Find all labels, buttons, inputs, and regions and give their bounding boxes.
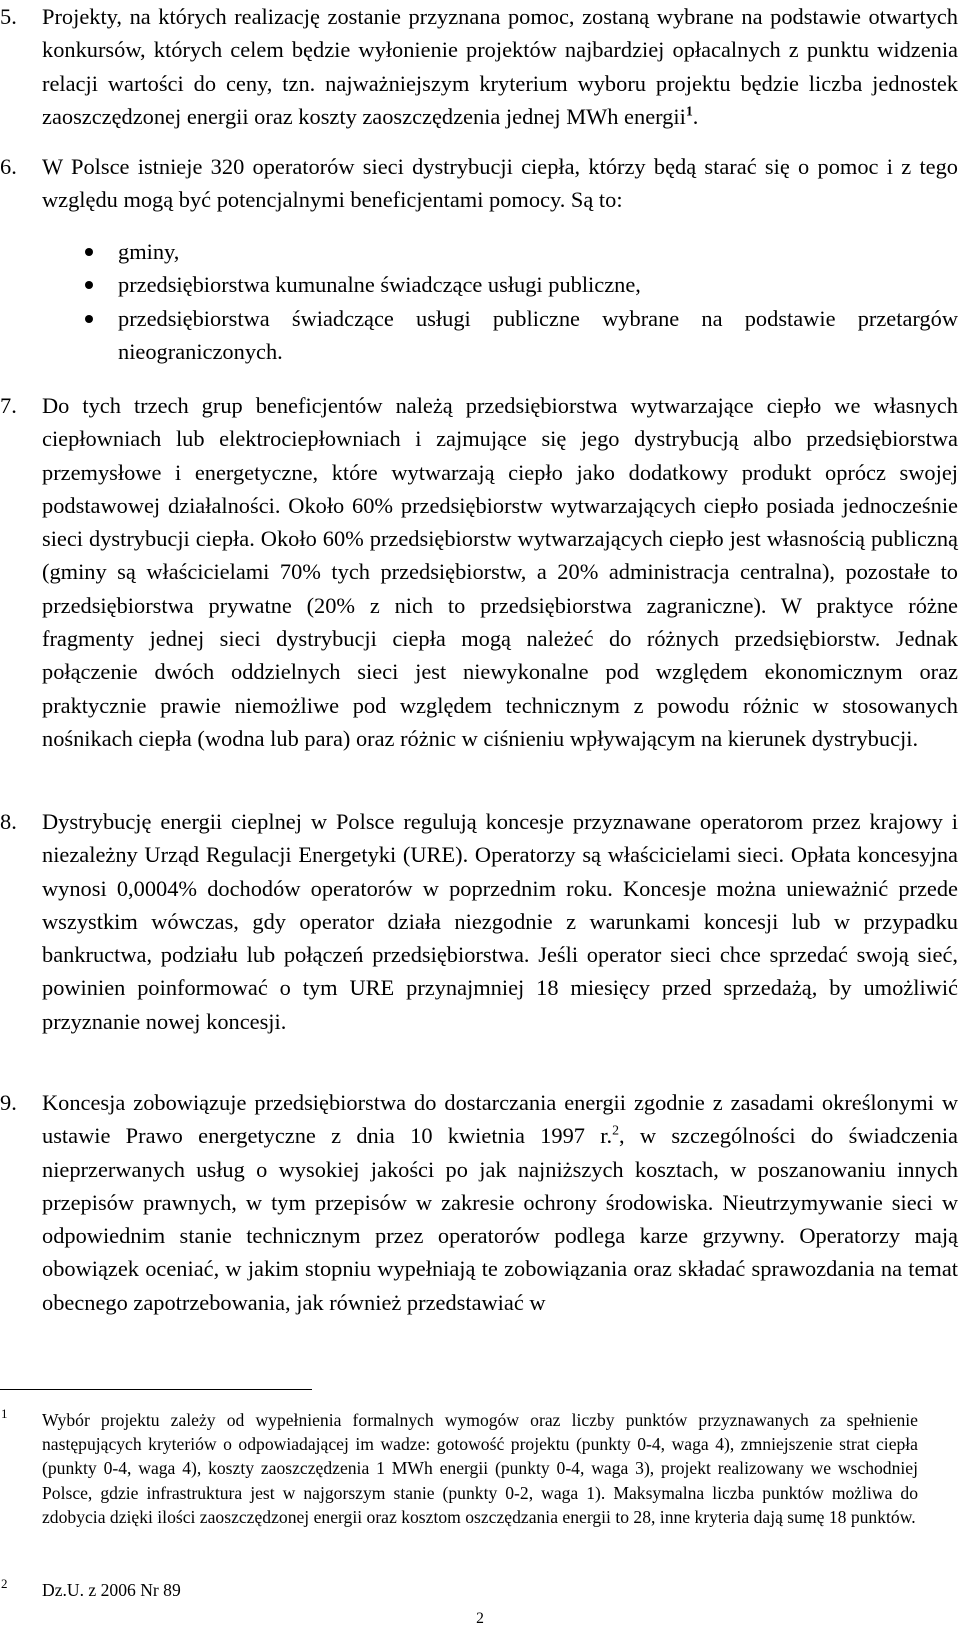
- paragraph-number: 6.: [0, 154, 17, 179]
- paragraph-text: Koncesja zobowiązuje przedsiębiorstwa do dostarczania energii zgodnie z zasadami określonymi w ustawie Prawo energetyczne z dnia 10 kwietnia 1997 r.: [42, 1090, 958, 1149]
- paragraph-text-tail: , w szczególności do świadczenia nieprzerwanych usług o wysokiej jakości po jak najniższych kosztach, w poszanowaniu innych przepisów prawnych, w tym przepisów w zakresie ochrony środowiska. Nieutrzymywanie sieci w odpowiednim stanie technicznym przez operatorów podlega karze grzywny. Operatorzy mają obowiązek oceniać, w jakim stopniu wypełniają te zobowiązania oraz składać sprawozdania na temat obecnego zapotrzebowania, jak również przedstawiać w: [42, 1123, 958, 1315]
- list-item-text: przedsiębiorstwa kumunalne świadczące usługi publiczne,: [118, 272, 641, 298]
- paragraph-text: Dystrybucję energii cieplnej w Polsce regulują koncesje przyznawane operatorom przez krajowy i niezależny Urząd Regulacji Energetyki (URE). Operatorzy są właścicielami sieci. Opłata koncesyjna wynosi 0,0004% dochodów operatorów w poprzednim roku. Koncesje można unieważnić przede wszystkim wówczas, gdy operator działa niezgodnie z warunkami koncesji lub w przypadku bankructwa, podziału lub połączeń przedsiębiorstwa. Jeśli operator sieci chce sprzedać swoją sieć, powinien poinformować o tym URE przynajmniej 18 miesięcy przed sprzedażą, by umożliwić przyznanie nowej koncesji.: [42, 809, 958, 1034]
- footnote-number: 2: [1, 1576, 8, 1591]
- bullet-icon: [85, 248, 93, 256]
- paragraph-number: 8.: [0, 809, 17, 834]
- footnote-text: Wybór projektu zależy od wypełnienia formalnych wymogów oraz liczby punktów przyznawanych za spełnienie następujących kryteriów o odpowiadającej im wadze: gotowość projektu (punkty 0-4, waga 4), zmniejszenie strat ciepła (punkty 0-4, waga 4), koszty zaoszczędzenia 1 MWh energii (punkty 0-4, waga 3), projekt realizowany we wschodniej Polsce, gdzie infrastruktura jest w najgorszym stanie (punkty 0-2, waga 1). Maksymalna liczba punktów możliwa do zdobycia dzięki ilości zaoszczędzonej energii oraz kosztom oszczędzania energii to 28, inne kryteria dają sumę 18 punktów.: [42, 1410, 918, 1527]
- list-item: [42, 268, 958, 301]
- paragraph-7: [0, 389, 958, 755]
- page-number: 2: [476, 1610, 484, 1627]
- footnote-text: Dz.U. z 2006 Nr 89: [42, 1580, 181, 1600]
- paragraph-5: [0, 0, 958, 133]
- paragraph-number: 7.: [0, 393, 17, 418]
- footnote-divider: [0, 1389, 312, 1390]
- paragraph-text: W Polsce istnieje 320 operatorów sieci dystrybucji ciepła, którzy będą starać się o pomoc i z tego względu mogą być potencjalnymi beneficjentami pomocy. Są to:: [42, 154, 958, 213]
- footnote-number: 1: [1, 1406, 8, 1421]
- list-item-text: gminy,: [118, 239, 180, 264]
- paragraph-number: 9.: [0, 1090, 17, 1115]
- list-item: [42, 302, 958, 369]
- bullet-icon: [85, 315, 93, 323]
- footnote-2: [1, 1576, 918, 1602]
- list-item-text: przedsiębiorstwa świadczące usługi publiczne wybrane na podstawie przetargów nieograniczonych.: [118, 305, 958, 364]
- paragraph-number: 5.: [0, 4, 17, 29]
- paragraph-text-tail: .: [692, 103, 699, 129]
- bullet-icon: [85, 281, 93, 289]
- paragraph-text: Do tych trzech grup beneficjentów należą przedsiębiorstwa wytwarzające ciepło we własnych ciepłowniach lub elektrociepłowniach i zajmujące się jego dystrybucją albo przedsiębiorstwa przemysłowe i energetyczne, które wytwarzają ciepło jako dodatkowy produkt oprócz swojej podstawowej działalności. Około 60% przedsiębiorstw wytwarzających ciepło posiada jednocześnie sieci dystrybucji ciepła. Około 60% przedsiębiorstw wytwarzających ciepło jest własnością publiczną (gminy są właścicielami 70% tych przedsiębiorstw, a 20% administracja centralna), pozostałe to przedsiębiorstwa prywatne (20% z nich to przedsiębiorstwa zagraniczne). W praktyce różne fragmenty jednej sieci dystrybucji ciepła mogą należeć do różnych przedsiębiorstw. Jednak połączenie dwóch oddzielnych sieci jest niewykonalne pod względem ekonomicznym oraz praktycznie prawie niemożliwe pod względem technicznym z powodu różnic w stosowanych nośnikach ciepła (wodna lub para) oraz różnic w ciśnieniu wpływającym na kierunek dystrybucji.: [42, 393, 958, 751]
- beneficiary-list: [42, 235, 958, 368]
- paragraph-8: [0, 805, 958, 1038]
- paragraph-6: [0, 150, 958, 217]
- paragraph-9: [0, 1086, 958, 1319]
- list-item: [42, 235, 958, 268]
- paragraph-text: Projekty, na których realizację zostanie przyznana pomoc, zostaną wybrane na podstawie otwartych konkursów, których celem będzie wyłonienie projektów najbardziej opłacalnych z punktu widzenia relacji wartości do ceny, tzn. najważniejszym kryterium wyboru projektu będzie liczba jednostek zaoszczędzonej energii oraz koszty zaoszczędzenia jednej MWh energii: [42, 4, 958, 129]
- footnote-ref-2[interactable]: 2: [612, 1123, 619, 1139]
- footnote-ref-1[interactable]: 1: [685, 104, 693, 120]
- footnote-1: [1, 1406, 918, 1529]
